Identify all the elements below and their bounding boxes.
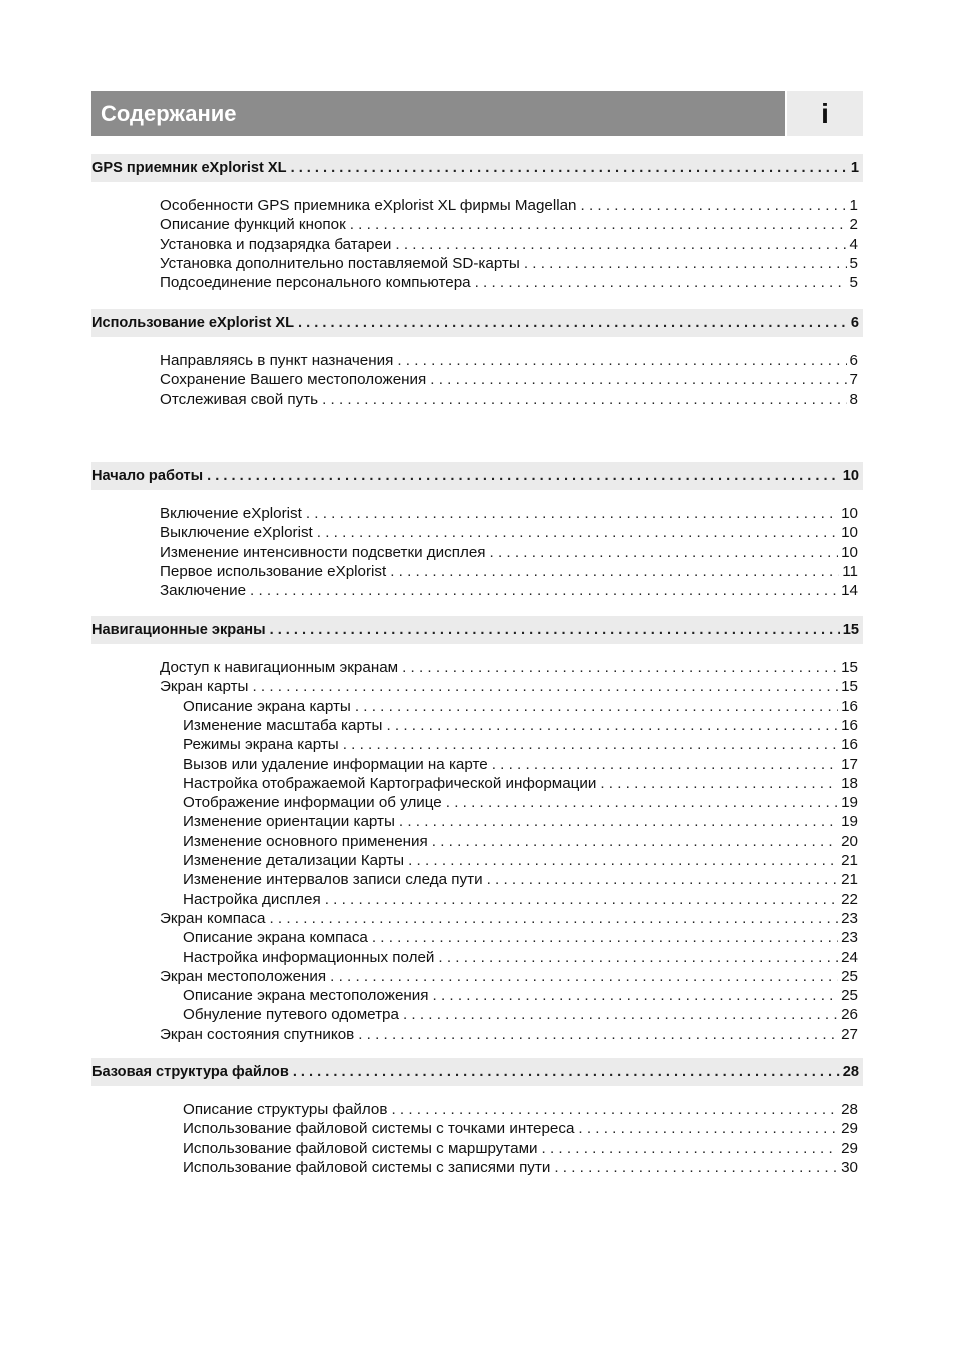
- toc-entry-page: 20: [841, 832, 858, 850]
- dot-leader: [432, 833, 838, 850]
- toc-entry-title: Использование файловой системы с точками интереса: [183, 1120, 575, 1138]
- dot-leader: [403, 1006, 838, 1023]
- toc-entry-page: 15: [841, 678, 858, 696]
- toc-entry-title: Обнуление путевого одометра: [183, 1006, 399, 1024]
- toc-entry-title: Заключение: [160, 582, 247, 600]
- toc-entry-page: 1: [849, 197, 858, 214]
- toc-entry-page: 22: [841, 890, 858, 908]
- toc-entry-title: Описание структуры файлов: [183, 1101, 388, 1118]
- toc-entry[interactable]: [160, 678, 858, 695]
- dot-leader: [402, 659, 838, 676]
- toc-entry-title: GPS приемник eXplorist XL: [92, 160, 287, 176]
- toc-entry-title: Отображение информации об улице: [183, 794, 442, 812]
- toc-entry-page: 14: [841, 582, 858, 600]
- toc-entry-title: Изменение основного применения: [183, 832, 428, 850]
- toc-entry-title: Навигационные экраны: [92, 622, 266, 638]
- toc-entry[interactable]: [160, 391, 858, 408]
- dot-leader: [355, 698, 838, 715]
- toc-entry[interactable]: [160, 563, 858, 580]
- toc-entry[interactable]: [183, 756, 858, 773]
- toc-entry-title: Настройка информационных полей: [183, 948, 435, 966]
- toc-entry-page: 6: [849, 352, 858, 369]
- dot-leader: [322, 391, 846, 408]
- toc-entry[interactable]: [183, 775, 858, 792]
- toc-entry-title: Вызов или удаление информации на карте: [183, 755, 488, 773]
- dot-leader: [438, 949, 838, 966]
- toc-entry-title: Изменение ориентации карты: [183, 813, 395, 831]
- toc-entry[interactable]: [160, 352, 858, 369]
- dot-leader: [343, 736, 838, 753]
- toc-entry-title: Сохранение Вашего местоположения: [160, 371, 427, 389]
- dot-leader: [487, 871, 839, 888]
- toc-entry-title: Доступ к навигационным экранам: [160, 659, 399, 676]
- toc-entry-page: 5: [849, 274, 858, 292]
- toc-entry-title: Экран состояния спутников: [160, 1025, 355, 1043]
- toc-entry-title: Особенности GPS приемника eXplorist XL фирмы Magellan: [160, 197, 577, 214]
- page-title: Содержание: [91, 91, 785, 136]
- toc-entry-title: Изменение детализации Карты: [183, 852, 405, 869]
- toc-entry-title: Экран карты: [160, 678, 249, 696]
- toc-entry-page: 11: [842, 562, 858, 580]
- dot-leader: [446, 794, 838, 811]
- toc-section-heading[interactable]: [91, 154, 863, 182]
- toc-entry-page: 7: [849, 371, 858, 389]
- toc-entry[interactable]: [183, 987, 858, 1004]
- toc-entry-title: Экран местоположения: [160, 967, 327, 985]
- toc-entry-title: Использование файловой системы с маршрутами: [183, 1139, 538, 1157]
- toc-entry-page: 28: [842, 1064, 859, 1080]
- dot-leader: [293, 1064, 840, 1080]
- dot-leader: [395, 236, 846, 253]
- toc-entry-title: Описание функций кнопок: [160, 216, 346, 234]
- dot-leader: [358, 1026, 838, 1043]
- toc-entry-page: 21: [841, 871, 858, 889]
- toc-entry-page: 23: [841, 909, 858, 927]
- toc-entry[interactable]: [183, 949, 858, 966]
- dot-leader: [524, 255, 847, 272]
- toc-entry-title: Установка дополнительно поставляемой SD-карты: [160, 254, 520, 272]
- toc-entry-page: 10: [842, 468, 859, 484]
- toc-entry-page: 25: [841, 967, 858, 985]
- toc-section-heading[interactable]: [91, 309, 863, 337]
- toc-entry-title: Установка и подзарядка батареи: [160, 235, 392, 253]
- toc-entry[interactable]: [183, 1159, 858, 1176]
- dot-leader: [399, 813, 838, 830]
- toc-entry[interactable]: [183, 736, 858, 753]
- toc-entry[interactable]: [160, 371, 858, 388]
- dot-leader: [433, 987, 839, 1004]
- toc-entry-title: Настройка отображаемой Картографической информации: [183, 774, 597, 792]
- toc-entry-title: Описание экрана компаса: [183, 929, 368, 947]
- toc-entry-title: Описание экрана местоположения: [183, 987, 429, 1005]
- toc-entry-page: 2: [849, 216, 858, 234]
- toc-entry[interactable]: [183, 871, 858, 888]
- toc-entry-title: Первое использование eXplorist: [160, 562, 387, 580]
- dot-leader: [492, 756, 838, 773]
- toc-entry[interactable]: [160, 216, 858, 233]
- toc-entry-title: Использование eXplorist XL: [92, 315, 295, 331]
- toc-entry-page: 16: [841, 716, 858, 734]
- toc-entry-title: Начало работы: [92, 468, 204, 484]
- toc-section-heading[interactable]: [91, 1058, 863, 1086]
- toc-entry-page: 25: [841, 987, 858, 1005]
- toc-entry-page: 28: [841, 1101, 858, 1118]
- dot-leader: [390, 563, 839, 580]
- toc-entry[interactable]: [160, 582, 858, 599]
- dot-leader: [430, 371, 846, 388]
- toc-entry-title: Выключение eXplorist: [160, 524, 313, 542]
- toc-entry[interactable]: [183, 929, 858, 946]
- toc-entry-page: 27: [841, 1025, 858, 1043]
- toc-entry[interactable]: [183, 1101, 858, 1118]
- toc-entry[interactable]: [160, 236, 858, 253]
- toc-entry-page: 18: [841, 774, 858, 792]
- toc-entry-page: 26: [841, 1006, 858, 1024]
- toc-entry-title: Экран компаса: [160, 909, 266, 927]
- toc-entry-title: Режимы экрана карты: [183, 736, 339, 754]
- toc-section-heading[interactable]: [91, 462, 863, 490]
- toc-entry[interactable]: [183, 794, 858, 811]
- dot-leader: [350, 216, 847, 233]
- toc-entry-page: 19: [841, 794, 858, 812]
- dot-leader: [270, 622, 840, 638]
- toc-entry[interactable]: [160, 197, 858, 214]
- toc-entry-page: 10: [841, 524, 858, 542]
- toc-section-heading[interactable]: [91, 616, 863, 644]
- toc-entry[interactable]: [183, 833, 858, 850]
- toc-entry-page: 15: [842, 622, 859, 638]
- toc-entry-title: Отслеживая свой путь: [160, 390, 319, 408]
- dot-leader: [325, 891, 838, 908]
- toc-entry[interactable]: [160, 255, 858, 272]
- toc-entry-title: Использование файловой системы с записями пути: [183, 1158, 551, 1176]
- toc-entry-title: Описание экрана карты: [183, 697, 351, 715]
- toc-entry-page: 19: [841, 813, 858, 831]
- dot-leader: [386, 717, 838, 734]
- toc-entry[interactable]: [183, 717, 858, 734]
- page-number-label: i: [787, 91, 863, 136]
- toc-entry-title: Базовая структура файлов: [92, 1064, 289, 1080]
- toc-entry-page: 16: [841, 697, 858, 715]
- toc-entry-title: Включение eXplorist: [160, 505, 302, 522]
- toc-entry[interactable]: [183, 852, 858, 869]
- toc-entry-page: 10: [841, 543, 858, 561]
- toc-entry[interactable]: [183, 698, 858, 715]
- toc-entry[interactable]: [160, 659, 858, 676]
- toc-entry[interactable]: [160, 505, 858, 522]
- toc-entry[interactable]: [183, 813, 858, 830]
- toc-entry-page: 4: [849, 235, 858, 253]
- toc-entry-title: Изменение масштаба карты: [183, 716, 383, 734]
- toc-entry[interactable]: [183, 1140, 858, 1157]
- dot-leader: [490, 544, 839, 561]
- dot-leader: [306, 505, 838, 522]
- dot-leader: [269, 910, 838, 927]
- toc-entry[interactable]: [183, 891, 858, 908]
- dot-leader: [581, 197, 847, 214]
- toc-entry[interactable]: [183, 1006, 858, 1023]
- toc-entry-page: 1: [850, 160, 859, 176]
- toc-entry-page: 17: [841, 755, 858, 773]
- toc-entry-page: 24: [841, 948, 858, 966]
- toc-entry-title: Настройка дисплея: [183, 890, 321, 908]
- dot-leader: [330, 968, 838, 985]
- toc-entry-page: 23: [841, 929, 858, 947]
- toc-entry[interactable]: [160, 274, 858, 291]
- toc-entry-title: Изменение интенсивности подсветки дисплея: [160, 543, 486, 561]
- dot-leader: [298, 315, 848, 331]
- dot-leader: [397, 352, 846, 369]
- toc-entry-page: 21: [841, 852, 858, 869]
- toc-entry-page: 6: [850, 315, 859, 331]
- dot-leader: [250, 582, 838, 599]
- toc-entry-page: 8: [849, 390, 858, 408]
- dot-leader: [554, 1159, 838, 1176]
- toc-entry-page: 16: [841, 736, 858, 754]
- dot-leader: [391, 1101, 838, 1118]
- toc-entry[interactable]: [183, 1120, 858, 1137]
- toc-entry-title: Изменение интервалов записи следа пути: [183, 871, 483, 889]
- toc-entry-page: 15: [841, 659, 858, 676]
- toc-entry-page: 10: [841, 505, 858, 522]
- dot-leader: [475, 274, 847, 291]
- dot-leader: [578, 1120, 838, 1137]
- toc-entry-title: Подсоединение персонального компьютера: [160, 274, 471, 292]
- dot-leader: [408, 852, 838, 869]
- dot-leader: [207, 468, 840, 484]
- dot-leader: [542, 1140, 839, 1157]
- toc-entry[interactable]: [160, 968, 858, 985]
- toc-entry-page: 29: [841, 1120, 858, 1138]
- toc-entry-title: Направляясь в пункт назначения: [160, 352, 394, 369]
- toc-entry[interactable]: [160, 524, 858, 541]
- dot-leader: [600, 775, 838, 792]
- toc-entry[interactable]: [160, 910, 858, 927]
- dot-leader: [317, 524, 838, 541]
- dot-leader: [291, 160, 848, 176]
- dot-leader: [372, 929, 838, 946]
- dot-leader: [252, 678, 838, 695]
- toc-entry[interactable]: [160, 1026, 858, 1043]
- toc-entry[interactable]: [160, 544, 858, 561]
- toc-entry-page: 5: [849, 254, 858, 272]
- toc-entry-page: 30: [841, 1158, 858, 1176]
- toc-entry-page: 29: [841, 1139, 858, 1157]
